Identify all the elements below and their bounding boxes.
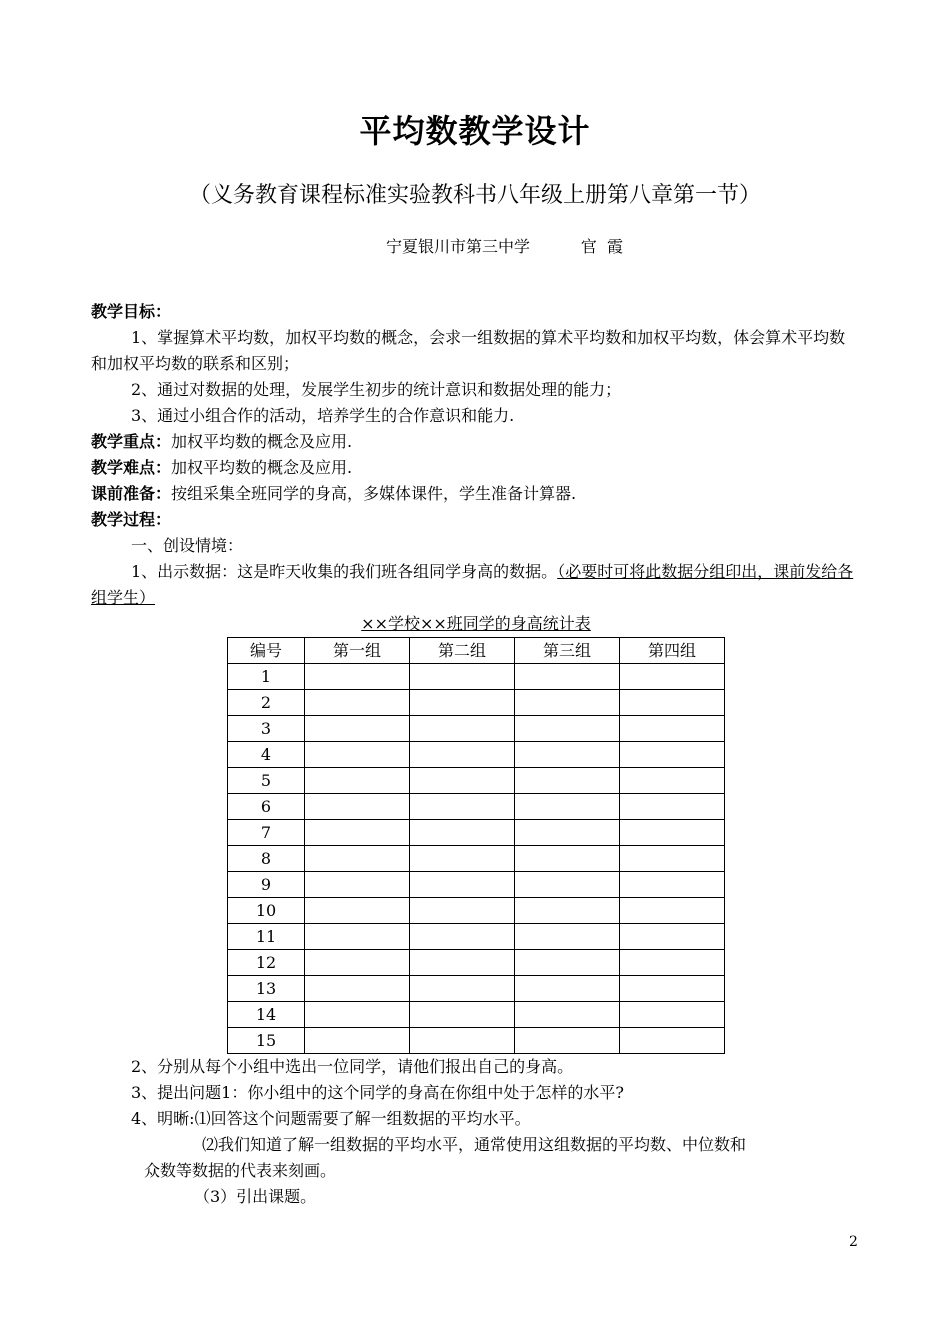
header-cell-group-4: 第四组 xyxy=(620,638,725,664)
table-row xyxy=(228,950,725,976)
group-4-cell xyxy=(620,846,725,872)
author-school: 宁夏银川市第三中学 xyxy=(386,237,531,256)
group-1-cell xyxy=(305,742,410,768)
header-cell-group-2: 第二组 xyxy=(410,638,515,664)
header-cell-group-3: 第三组 xyxy=(515,638,620,664)
process-step-4-3: （3）引出课题。 xyxy=(194,1187,317,1206)
preparation-label: 课前准备： xyxy=(91,484,172,503)
process-step-2: 2、分别从每个小组中选出一位同学，请他们报出自己的身高。 xyxy=(131,1057,574,1076)
table-row xyxy=(228,664,725,690)
objective-3: 3、通过小组合作的活动，培养学生的合作意识和能力. xyxy=(131,406,515,425)
group-3-cell xyxy=(515,924,620,950)
row-number-cell: 11 xyxy=(228,924,305,950)
group-4-cell xyxy=(620,872,725,898)
objectives-heading: 教学目标： xyxy=(91,302,172,321)
process-step-1: 一、创设情境： xyxy=(131,536,244,555)
row-number-cell: 10 xyxy=(228,898,305,924)
row-number-cell: 15 xyxy=(228,1028,305,1054)
group-3-cell xyxy=(515,872,620,898)
row-number-cell: 12 xyxy=(228,950,305,976)
group-3-cell xyxy=(515,1002,620,1028)
group-2-cell xyxy=(410,872,515,898)
table-row xyxy=(228,924,725,950)
group-2-cell xyxy=(410,898,515,924)
group-3-cell xyxy=(515,820,620,846)
objective-2: 2、通过对数据的处理，发展学生初步的统计意识和数据处理的能力； xyxy=(131,380,622,399)
table-row xyxy=(228,976,725,1002)
group-4-cell xyxy=(620,820,725,846)
doc-body xyxy=(91,299,861,1210)
row-number-cell: 6 xyxy=(228,794,305,820)
group-2-cell xyxy=(410,1028,515,1054)
preparation-text: 按组采集全班同学的身高，多媒体课件，学生准备计算器. xyxy=(171,484,577,503)
group-1-cell xyxy=(305,716,410,742)
row-number-cell: 7 xyxy=(228,820,305,846)
group-1-cell xyxy=(305,976,410,1002)
process-heading: 教学过程： xyxy=(91,510,172,529)
group-4-cell xyxy=(620,1002,725,1028)
step-1-1-note: （必要时可将此数据分组印出，课前发给各组学生） xyxy=(91,562,854,607)
group-1-cell xyxy=(305,820,410,846)
group-2-cell xyxy=(410,690,515,716)
group-1-cell xyxy=(305,950,410,976)
group-3-cell xyxy=(515,742,620,768)
table-row xyxy=(228,794,725,820)
group-3-cell xyxy=(515,664,620,690)
group-3-cell xyxy=(515,716,620,742)
row-number-cell: 13 xyxy=(228,976,305,1002)
row-number-cell: 9 xyxy=(228,872,305,898)
header-cell-id: 编号 xyxy=(228,638,305,664)
key-points-label: 教学重点： xyxy=(91,432,172,451)
group-4-cell xyxy=(620,950,725,976)
difficulties-label: 教学难点： xyxy=(91,458,172,477)
table-row xyxy=(228,690,725,716)
preparation xyxy=(91,481,861,507)
row-number-cell: 3 xyxy=(228,716,305,742)
row-number-cell: 14 xyxy=(228,1002,305,1028)
row-number-cell: 4 xyxy=(228,742,305,768)
process-step-4-2b: 众数等数据的代表来刻画。 xyxy=(144,1161,337,1180)
group-1-cell xyxy=(305,846,410,872)
group-4-cell xyxy=(620,924,725,950)
group-2-cell xyxy=(410,742,515,768)
table-row xyxy=(228,820,725,846)
group-1-cell xyxy=(305,768,410,794)
group-4-cell xyxy=(620,742,725,768)
table-row xyxy=(228,716,725,742)
table-row xyxy=(228,898,725,924)
group-2-cell xyxy=(410,716,515,742)
step-1-1-text: 1、出示数据：这是昨天收集的我们班各组同学身高的数据。 xyxy=(131,562,558,581)
group-4-cell xyxy=(620,794,725,820)
row-number-cell: 1 xyxy=(228,664,305,690)
group-3-cell xyxy=(515,690,620,716)
group-4-cell xyxy=(620,664,725,690)
group-3-cell xyxy=(515,950,620,976)
row-number-cell: 5 xyxy=(228,768,305,794)
group-3-cell xyxy=(515,768,620,794)
group-2-cell xyxy=(410,820,515,846)
row-number-cell: 2 xyxy=(228,690,305,716)
group-1-cell xyxy=(305,794,410,820)
table-row xyxy=(228,1028,725,1054)
table-row xyxy=(228,872,725,898)
height-stats-table xyxy=(227,637,725,1054)
process-step-4: 4、明晰:⑴回答这个问题需要了解一组数据的平均水平。 xyxy=(131,1109,531,1128)
group-1-cell xyxy=(305,690,410,716)
author-name: 官 霞 xyxy=(580,237,624,256)
group-1-cell xyxy=(305,898,410,924)
group-2-cell xyxy=(410,950,515,976)
group-1-cell xyxy=(305,1028,410,1054)
group-3-cell xyxy=(515,846,620,872)
group-4-cell xyxy=(620,690,725,716)
group-2-cell xyxy=(410,846,515,872)
doc-title: 平均数教学设计 xyxy=(359,112,591,150)
page-number: 2 xyxy=(849,1234,858,1250)
table-row xyxy=(228,768,725,794)
table-row xyxy=(228,846,725,872)
table-header-row xyxy=(228,638,725,664)
objective-1: 1、掌握算术平均数，加权平均数的概念，会求一组数据的算术平均数和加权平均数，体会算术平均数和加权平均数的联系和区别； xyxy=(91,328,846,373)
group-2-cell xyxy=(410,664,515,690)
table-row xyxy=(228,1002,725,1028)
key-points xyxy=(91,429,861,455)
difficulties-text: 加权平均数的概念及应用. xyxy=(171,458,353,477)
process-step-1-1 xyxy=(91,559,861,611)
group-2-cell xyxy=(410,1002,515,1028)
group-1-cell xyxy=(305,924,410,950)
process-step-3: 3、提出问题1：你小组中的这个同学的身高在你组中处于怎样的水平? xyxy=(131,1083,624,1102)
group-3-cell xyxy=(515,976,620,1002)
group-4-cell xyxy=(620,716,725,742)
group-4-cell xyxy=(620,1028,725,1054)
group-2-cell xyxy=(410,768,515,794)
group-2-cell xyxy=(410,924,515,950)
group-4-cell xyxy=(620,898,725,924)
group-4-cell xyxy=(620,768,725,794)
group-4-cell xyxy=(620,976,725,1002)
group-1-cell xyxy=(305,1002,410,1028)
group-3-cell xyxy=(515,794,620,820)
doc-subtitle: （义务教育课程标准实验教科书八年级上册第八章第一节） xyxy=(188,183,761,208)
author-line xyxy=(386,234,623,257)
difficulties xyxy=(91,455,861,481)
process-step-4-2a: ⑵我们知道了解一组数据的平均水平，通常使用这组数据的平均数、中位数和 xyxy=(202,1135,747,1154)
group-2-cell xyxy=(410,794,515,820)
table-caption: ××学校××班同学的身高统计表 xyxy=(361,614,591,633)
group-3-cell xyxy=(515,898,620,924)
group-1-cell xyxy=(305,664,410,690)
group-2-cell xyxy=(410,976,515,1002)
header-cell-group-1: 第一组 xyxy=(305,638,410,664)
table-row xyxy=(228,742,725,768)
group-1-cell xyxy=(305,872,410,898)
key-points-text: 加权平均数的概念及应用. xyxy=(171,432,353,451)
row-number-cell: 8 xyxy=(228,846,305,872)
group-3-cell xyxy=(515,1028,620,1054)
